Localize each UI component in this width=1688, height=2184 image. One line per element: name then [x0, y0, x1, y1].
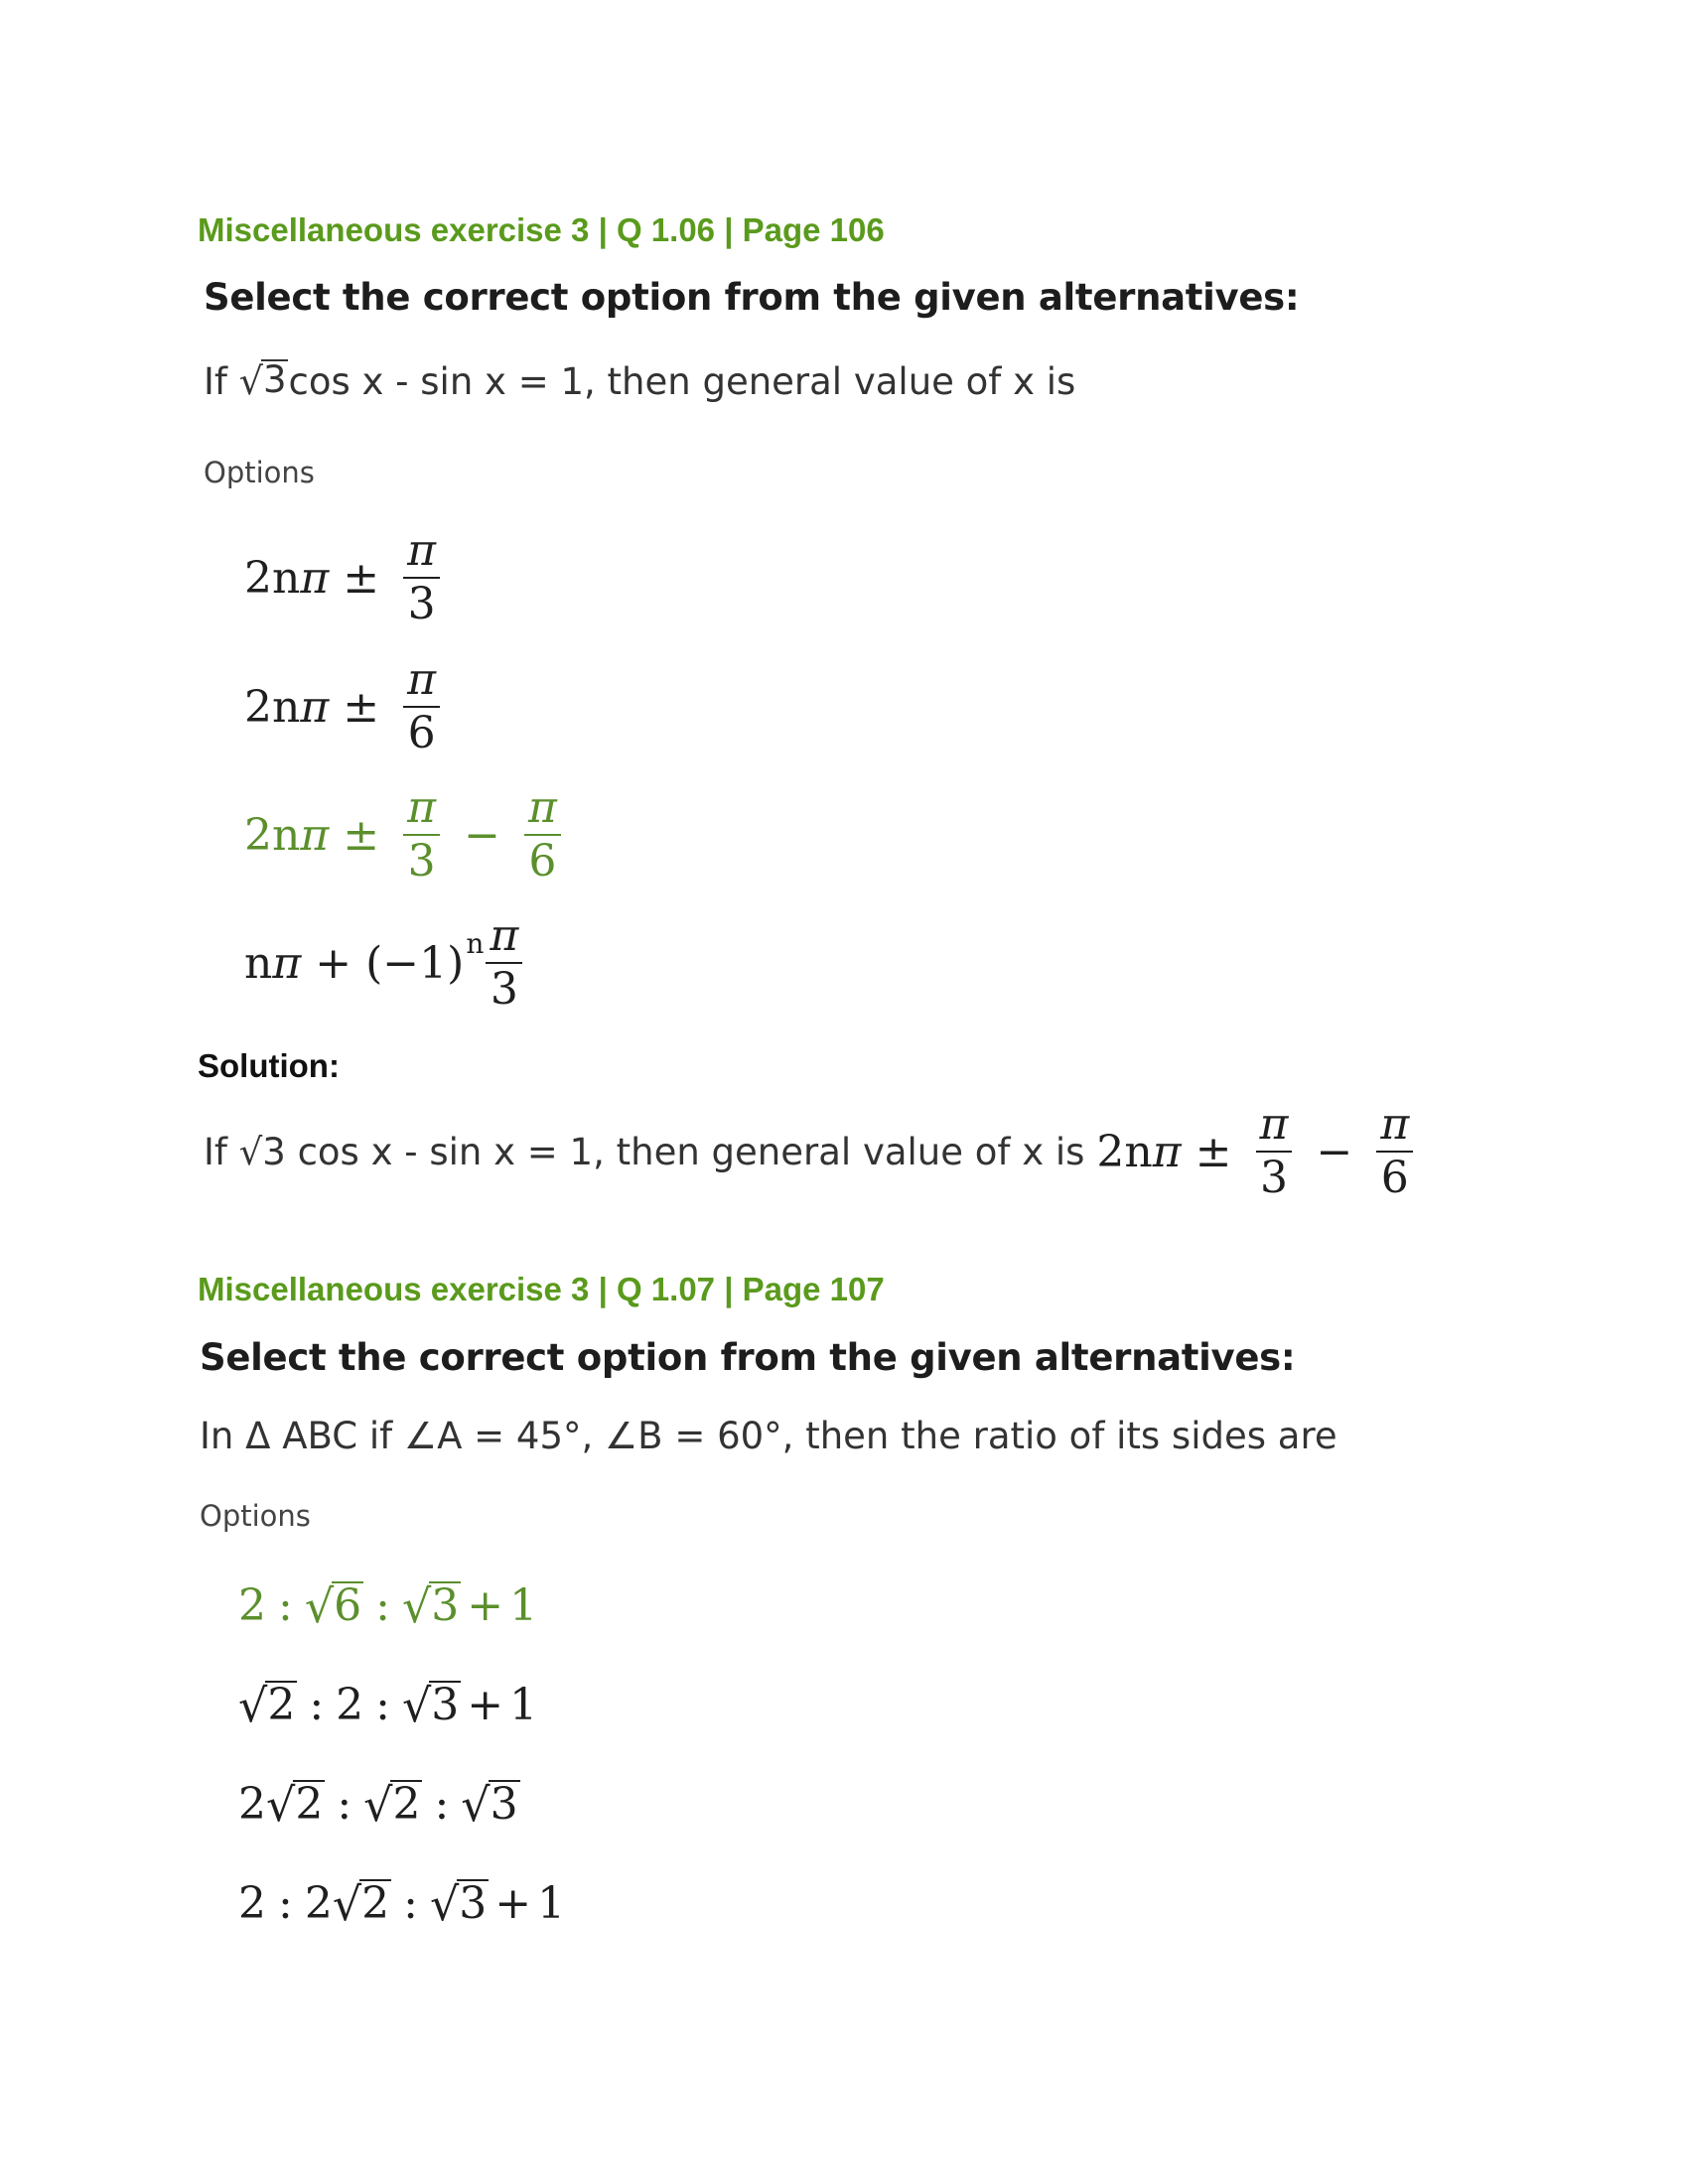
option-d[interactable]: n π + (−1) n $\frac{\pi}{3}$ [244, 913, 532, 1013]
option-c[interactable]: 2 √ 2 : √ 2 : √ 3 [238, 1778, 518, 1833]
instruction-heading: Select the correct option from the given alternatives: [200, 1336, 1296, 1379]
options-label: Options [204, 456, 315, 489]
option-b[interactable]: √ 2 : 2 : √ 3 + 1 [238, 1679, 538, 1733]
question-text [204, 359, 1075, 403]
sqrt-symbol: √ 3 [238, 358, 287, 403]
solution-text: If √3 cos x - sin x = 1, then general value of x is 2n π ± $\frac{\pi}{3}$ − $\frac{\pi}{6}$ [204, 1102, 1423, 1201]
options-label: Options [200, 1499, 311, 1533]
solution-math: 2n π ± $\frac{\pi}{3}$ − $\frac{\pi}{6}$ [1096, 1102, 1423, 1201]
option-d[interactable]: 2 : 2 √ 2 : √ 3 + 1 [238, 1877, 566, 1932]
instruction-heading: Select the correct option from the given alternatives: [204, 276, 1300, 319]
option-a-correct[interactable]: 2 : √ 6 : √ 3 + 1 [238, 1579, 538, 1634]
fraction: $\frac{\pi}{3}$ [403, 529, 440, 626]
question-pre: If [204, 359, 227, 403]
question-post: cos x - sin x = 1, then general value of x is [288, 359, 1076, 403]
fraction: $\frac{\pi}{6}$ [403, 658, 440, 755]
solution-label: Solution: [198, 1047, 340, 1084]
question-reference[interactable]: Miscellaneous exercise 3 | Q 1.07 | Page 107 [198, 1271, 885, 1307]
question-text: In Δ ABC if ∠A = 45°, ∠B = 60°, then the ratio of its sides are [200, 1415, 1337, 1457]
fraction: $\frac{\pi}{3}$ [403, 786, 440, 884]
question-reference[interactable]: Miscellaneous exercise 3 | Q 1.06 | Page 106 [198, 211, 885, 248]
fraction: $\frac{\pi}{3}$ [486, 914, 522, 1012]
option-a[interactable]: 2n π ± $\frac{\pi}{3}$ [244, 528, 450, 627]
option-b[interactable]: 2n π ± $\frac{\pi}{6}$ [244, 657, 450, 756]
option-c-correct[interactable]: 2n π ± $\frac{\pi}{3}$ − $\frac{\pi}{6}$ [244, 785, 571, 885]
fraction: $\frac{\pi}{6}$ [524, 786, 561, 884]
